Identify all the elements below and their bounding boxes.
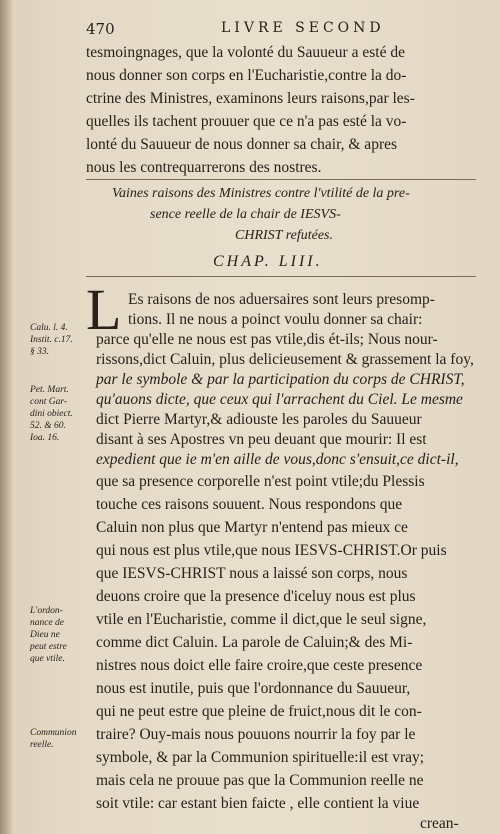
separator-rule	[86, 179, 476, 180]
text-line: expedient que ie m'en aille de vous,donc s'ensuit,ce dict-il,	[96, 451, 459, 468]
text-line: soit vtile: car estant bien faicte , elle contient la viue	[96, 795, 420, 812]
text-line: qu'auons dicte, que ceux qui l'arrachent du Ciel. Le mesme	[96, 391, 463, 408]
text-line: que IESVS-CHRIST nous a laissé son corps, nous	[96, 565, 408, 582]
binding-gutter	[0, 0, 12, 834]
subtitle-line: Vaines raisons des Ministres contre l'vtilité de la pre-	[112, 186, 410, 201]
text-line: qui ne peut estre que pleine de fruict,nous dit le con-	[96, 703, 422, 720]
page-number: 470	[86, 20, 115, 38]
text-line: parce qu'elle ne nous est pas vtile,dis ét-ils; Nous nour-	[96, 331, 438, 348]
text-line: tions. Il ne nous a poinct voulu donner sa chair:	[128, 311, 423, 328]
text-line: ctrine des Ministres, examinons leurs raisons,par les-	[86, 90, 415, 107]
text-line: qui nous est plus vtile,que nous IESVS-CHRIST.Or puis	[96, 542, 447, 559]
text-line: comme dict Caluin. La parole de Caluin;& des Mi-	[96, 634, 413, 651]
text-line: nous est inutile, puis que l'ordonnance du Sauueur,	[96, 680, 411, 697]
margin-note-caluin: Calu. l. 4. Instit. c.17. § 33.	[30, 323, 73, 357]
margin-note-martyr: Pet. Mart. cont Gar- dini obiect. 52. & 60. Ioa. 16.	[30, 385, 73, 443]
text-line: nous donner son corps en l'Eucharistie,contre la do-	[86, 67, 407, 84]
text-line: Caluin non plus que Martyr n'entend pas mieux ce	[96, 519, 408, 536]
page-header	[86, 20, 480, 40]
text-line: symbole, & par la Communion spirituelle:il est vray;	[96, 749, 425, 766]
text-line: nistres nous doict elle faire croire,que ceste presence	[96, 657, 423, 674]
text-line: touche ces raisons souuent. Nous respondons que	[96, 496, 403, 513]
margin-note-communion: Communion reelle.	[30, 728, 77, 750]
separator-rule	[86, 276, 476, 277]
text-line: que sa presence corporelle n'est point vtile;du Plessis	[96, 473, 425, 490]
subtitle-line: sence reelle de la chair de IESVS-	[150, 207, 341, 222]
text-line: dict Pierre Martyr,& adiouste les paroles du Sauueur	[96, 411, 422, 428]
margin-note-ordonnance: L'ordon- nance de Dieu ne peut estre que vtile.	[30, 606, 67, 664]
text-line: rissons,dict Caluin, plus delicieusement & grassement la foy,	[96, 351, 474, 368]
text-line: disant à ses Apostres vn peu deuant que mourir: Il est	[96, 431, 427, 448]
running-head: LIVRE SECOND	[221, 20, 385, 36]
text-line: deuons croire que la presence d'iceluy nous est plus	[96, 588, 416, 605]
text-line: mais cela ne prouue pas que la Communion reelle ne	[96, 772, 424, 789]
text-line: traire? Ouy-mais nous pouuons nourrir la foy par le	[96, 726, 416, 743]
subtitle-line: CHRIST refutées.	[235, 228, 333, 243]
catchword: crean-	[420, 815, 459, 832]
text-line: Es raisons de nos aduersaires sont leurs presomp-	[128, 291, 435, 308]
drop-capital: L	[86, 277, 122, 342]
text-line: lonté du Sauueur de nous donner sa chair, & apres	[86, 136, 398, 153]
text-line: nous les contrequarrerons des nostres.	[86, 159, 322, 176]
text-line: quelles ils tachent prouuer que ce n'a pas esté la vo-	[86, 113, 407, 130]
text-line: par le symbole & par la participation du corps de CHRIST,	[96, 371, 465, 388]
text-line: tesmoingnages, que la volonté du Sauueur a esté de	[86, 44, 405, 61]
text-line: vtile en l'Eucharistie, comme il dict,que le seul signe,	[96, 611, 427, 628]
chapter-heading: CHAP. LIII.	[213, 253, 323, 270]
